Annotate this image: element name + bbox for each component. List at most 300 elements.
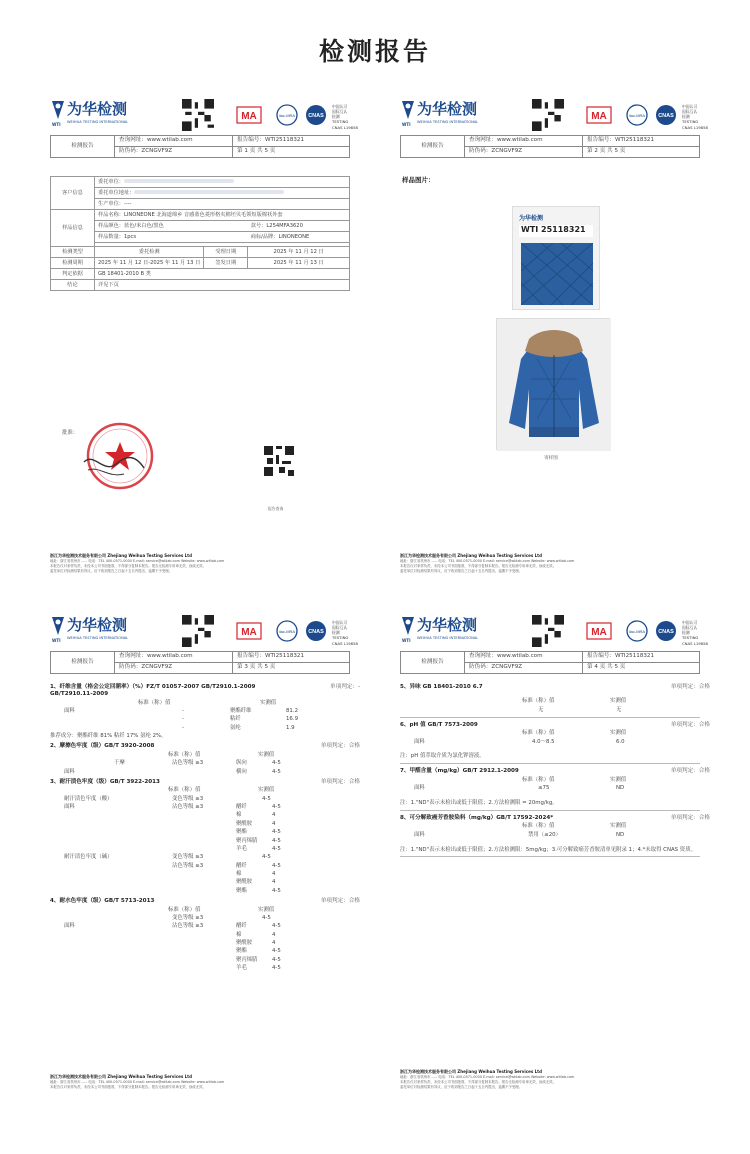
report-no-label: 报告编号：: [587, 137, 615, 144]
cma-mark-icon: [586, 104, 612, 126]
footer-company: 浙江为华检测技术服务有限公司 Zhejiang Weihua Testing Services Ltd: [400, 1069, 542, 1075]
measured-value: 无: [616, 706, 622, 713]
cma-mark-icon: [236, 104, 262, 126]
header-info-table: [400, 135, 700, 158]
measured-value: 4-5: [262, 854, 271, 861]
report-footer: [400, 553, 710, 574]
report-query-qr-icon: [264, 446, 294, 476]
measured-value: ND: [616, 785, 625, 792]
measured-value: 4: [272, 812, 276, 819]
svg-text:MA: MA: [241, 627, 257, 638]
security-label: 防伪码：: [119, 664, 142, 671]
report-label: 检测报告: [51, 652, 115, 674]
report-no: WTI25118321: [614, 653, 655, 660]
model-cell: [248, 221, 350, 232]
result-row: [50, 838, 380, 846]
section-judge: 单项判定：合格: [320, 898, 360, 905]
result-row: [50, 879, 380, 887]
qr-code-icon: [182, 615, 214, 647]
report-footer: [400, 1069, 710, 1090]
measured-label: 实测值: [258, 787, 275, 794]
note-text: 推荐成分：聚酯纤维 81% 粘纤 17% 氨纶 2%。: [50, 733, 167, 740]
cnas-text: [332, 620, 358, 646]
lab-logo-icon: [400, 99, 416, 121]
lab-name-en: WEIHUA TESTING INTERNATIONAL: [67, 636, 129, 640]
security-label: 防伪码：: [469, 664, 492, 671]
report-footer: [50, 553, 360, 574]
footer-line: 委托单位对检测结果有异议，应于收到报告之日起十五日内提出，逾期不予受理。: [50, 569, 173, 574]
report-label: 检测报告: [401, 652, 465, 674]
cnas-mark-icon: [302, 620, 330, 642]
lab-logo: [50, 99, 162, 129]
std-value: 变色等级 ≥3: [172, 795, 204, 802]
footer-line: 本报告仅对来样负责，未经本公司书面批准，不得部分复制本报告。报告无检测专用章无效，涂改无效。: [50, 564, 206, 569]
std-value: 无: [538, 706, 544, 713]
security-code: ZCNGVF9Z: [491, 664, 523, 671]
measured-value: 4-5: [272, 845, 281, 852]
report-info-table: [50, 176, 350, 291]
report-no: WTI25118321: [264, 653, 305, 660]
measured-value: 4-5: [272, 965, 281, 972]
client-group-label: 客户信息: [51, 177, 95, 210]
client-label: 委托单位：: [98, 178, 124, 185]
sample-images-label: 样品图片：: [402, 176, 435, 184]
measured-value: 4-5: [272, 923, 281, 930]
footer-company: 浙江为华检测技术服务有限公司 Zhejiang Weihua Testing Services Ltd: [50, 553, 192, 559]
test-results: [400, 682, 730, 857]
std-value: -: [182, 707, 184, 714]
footer-line: 地址：浙江省杭州市…… 电话：TEL 400-0571-0000 E-mail: service@wtilab.com Website: www.wtilab.com: [50, 559, 225, 564]
ph-note: [400, 753, 730, 761]
result-row: [400, 707, 730, 715]
result-row: [50, 923, 380, 931]
lab-name-cn: 为华检测: [417, 616, 478, 634]
security-code: ZCNGVF9Z: [141, 148, 173, 155]
svg-text:ilac-MRA: ilac-MRA: [628, 113, 646, 118]
fabric-swatch-icon: [521, 243, 593, 305]
model-label: 款号：: [250, 222, 267, 229]
client-row: [95, 188, 350, 199]
report-no-label: 报告编号：: [587, 653, 615, 660]
measured-value: 4-5: [272, 768, 281, 775]
sample-name: LINONEONE 北海道绵乡 音感蓝色菱形格夹棉坯贝毛领短版棉袄外套: [123, 211, 283, 218]
cnas-text: [332, 104, 358, 130]
lab-name-cn: 为华检测: [417, 100, 478, 118]
lab-name-cn: 为华检测: [67, 100, 128, 118]
std-value: 沾色等级 ≥3: [172, 760, 204, 767]
result-row: [400, 739, 730, 747]
std-value: 变色等级 ≥3: [172, 854, 204, 861]
report-footer: [50, 1074, 360, 1090]
cnas-mark-icon: [652, 104, 680, 126]
fiber-name: 粘纤: [230, 716, 241, 723]
result-row: [50, 821, 380, 829]
brand-label: 商标/品牌：: [250, 233, 279, 240]
svg-text:ilac-MRA: ilac-MRA: [278, 113, 296, 118]
report-no-label: 报告编号：: [237, 137, 265, 144]
client-label: 委托单位地址：: [98, 189, 135, 196]
fiber-name: 氨纶: [230, 724, 241, 731]
fiber-note: [50, 733, 380, 741]
qty-value: 1pcs: [123, 233, 137, 240]
query-link[interactable]: www.wtilab.com: [146, 653, 193, 660]
qr-code-icon: [532, 99, 564, 131]
query-label: 查询网址：: [119, 137, 147, 144]
section-judge: 单项判定：-: [330, 684, 360, 690]
footer-company: 浙江为华检测技术服务有限公司 Zhejiang Weihua Testing Services Ltd: [50, 1074, 192, 1080]
approval-label: 批准：: [62, 430, 79, 436]
cnas-line: TESTING: [332, 635, 349, 641]
cnas-line: CNAS L19858: [332, 124, 358, 130]
note-text: 注：pH 值萃取介质为氯化钾溶液。: [400, 753, 485, 760]
report-label: 检测报告: [401, 136, 465, 158]
footer-line: 地址：浙江省杭州市…… 电话：TEL 400-0571-0000 E-mail: service@wtilab.com Website: www.wtilab.com: [400, 1075, 575, 1080]
divider: [400, 810, 700, 811]
client-value: ----: [123, 200, 132, 207]
section-ph: [400, 720, 730, 730]
result-row: [50, 863, 380, 871]
measured-value: 4-5: [262, 914, 271, 921]
cnas-line: 检测: [682, 114, 690, 120]
measured-value: 4: [272, 940, 276, 947]
qr-code-icon: [532, 615, 564, 647]
result-row: [50, 829, 380, 837]
measured-value: 6.0: [616, 738, 625, 745]
cnas-line: 国际互认: [682, 625, 698, 631]
measured-value: 1.9: [286, 724, 295, 731]
section-title: 7、甲醛含量（mg/kg）GB/T 2912.1-2009: [400, 768, 519, 775]
item-name: 纵向: [236, 760, 247, 767]
lab-name-en: WEIHUA TESTING INTERNATIONAL: [67, 120, 129, 124]
result-header: [50, 700, 380, 708]
security-code: ZCNGVF9Z: [491, 148, 523, 155]
lab-abbr: WTI: [402, 638, 411, 643]
measured-value: 81.2: [286, 707, 299, 714]
svg-text:MA: MA: [241, 111, 257, 122]
security-label: 防伪码：: [469, 148, 492, 155]
std-value: 变色等级 ≥3: [172, 914, 204, 921]
section-water: [50, 896, 380, 906]
svg-text:ilac-MRA: ilac-MRA: [628, 629, 646, 634]
period: 2025 年 11 月 12 日-2025 年 11 月 13 日: [95, 258, 204, 269]
security-cell: [465, 147, 583, 158]
brand-value: LINONEONE: [278, 233, 310, 240]
footer-line: 本报告仅对来样负责，未经本公司书面批准，不得部分复制本报告。报告无检测专用章无效，涂改无效。: [50, 1085, 206, 1090]
jacket-image-icon: [497, 319, 611, 451]
result-row: [50, 796, 380, 804]
cma-mark-icon: [586, 620, 612, 642]
result-row: [50, 965, 380, 973]
page-number: 第 1 页 共 5 页: [233, 147, 350, 158]
report-header: [50, 612, 380, 648]
lab-logo: [50, 615, 162, 645]
divider: [400, 717, 700, 718]
std-label: 标准（称）值: [138, 699, 171, 706]
measured-value: 4: [272, 871, 276, 878]
test-type-label: 检测类型: [51, 247, 95, 258]
measured-value: 4-5: [272, 956, 281, 963]
cnas-line: 中国认可: [332, 104, 348, 109]
note-text: 注：1."ND"表示未检出或低于限值；2.方法检测限 = 20mg/kg。: [400, 799, 558, 806]
section-judge: 单项判定：合格: [320, 778, 360, 785]
measured-value: 4-5: [272, 862, 281, 869]
official-seal-icon: [78, 416, 158, 496]
std-value: 沾色等级 ≥3: [172, 862, 204, 869]
report-page-4: [400, 612, 730, 1092]
lab-logo-icon: [50, 99, 66, 121]
svg-text:MA: MA: [591, 627, 607, 638]
result-row: [50, 888, 380, 896]
cnas-line: TESTING: [332, 119, 349, 125]
item-name: 棉: [236, 931, 242, 938]
security-cell: [465, 663, 583, 674]
security-cell: [115, 663, 233, 674]
cnas-mark-icon: [302, 104, 330, 126]
cnas-line: 检测: [332, 630, 340, 636]
section-title: 6、pH 值 GB/T 7573-2009: [400, 722, 478, 729]
sample-label-photo: [512, 206, 600, 310]
period-label: 检测周期: [51, 258, 95, 269]
cnas-line: 中国认可: [682, 620, 698, 625]
query-label: 查询网址：: [119, 653, 147, 660]
section-title: 4、耐水色牢度（级）GB/T 5713-2013: [50, 898, 155, 905]
report-header: [400, 96, 730, 132]
query-link[interactable]: www.wtilab.com: [496, 653, 543, 660]
test-type: 委托检测: [95, 247, 204, 258]
security-code: ZCNGVF9Z: [141, 664, 173, 671]
measured-label: 实测值: [258, 751, 275, 758]
measured-value: 4-5: [272, 887, 281, 894]
section-judge: 单项判定：合格: [670, 684, 710, 690]
measured-value: 4: [272, 931, 276, 938]
query-link[interactable]: www.wtilab.com: [146, 137, 193, 144]
security-cell: [115, 147, 233, 158]
client-row: [95, 177, 350, 188]
item-name: 聚酯: [236, 829, 247, 836]
lab-logo: [400, 99, 512, 129]
lab-abbr: WTI: [52, 122, 61, 127]
lab-logo-icon: [400, 615, 416, 637]
ilac-mark-icon: [274, 104, 300, 126]
cnas-line: CNAS L19858: [682, 640, 708, 646]
result-row: [50, 854, 380, 862]
footer-line: 委托单位对检测结果有异议，应于收到报告之日起十五日内提出，逾期不予受理。: [400, 1085, 523, 1090]
footer-company: 浙江为华检测技术服务有限公司 Zhejiang Weihua Testing Services Ltd: [400, 553, 542, 559]
result-row: [50, 940, 380, 948]
std-value: 4.0～8.5: [532, 738, 555, 745]
std-label: 标准（称）值: [522, 776, 555, 783]
section-title: 3、耐汗渍色牢度（级）GB/T 3922-2013: [50, 778, 160, 785]
measured-value: 4-5: [272, 829, 281, 836]
cnas-line: 中国认可: [682, 104, 698, 109]
std-value: ≤75: [538, 785, 550, 792]
header-info-table: [50, 651, 350, 674]
cma-mark-icon: [236, 620, 262, 642]
std-label: 标准（称）值: [168, 751, 201, 758]
std-value: 沾色等级 ≥3: [172, 803, 204, 810]
measured-value: 4: [272, 879, 276, 886]
sample-name-label: 样品名称：: [98, 211, 124, 218]
ilac-mark-icon: [274, 620, 300, 642]
section-rubbing: [50, 741, 380, 751]
sample-name-row: [95, 210, 350, 221]
report-header: [50, 96, 380, 132]
tag-number: WTI 25118321: [519, 225, 593, 237]
header-info-table: [400, 651, 700, 674]
result-row: [50, 915, 380, 923]
cnas-line: TESTING: [682, 635, 699, 641]
divider: [400, 763, 700, 764]
header-info-table: [50, 135, 350, 158]
security-label: 防伪码：: [119, 148, 142, 155]
cnas-line: CNAS L19858: [682, 124, 708, 130]
model-value: L254MFA3620: [266, 222, 303, 229]
measured-value: 4-5: [272, 803, 281, 810]
cnas-line: 检测: [682, 630, 690, 636]
brand-cell: [248, 232, 350, 243]
report-header: [400, 612, 730, 648]
std-label: 标准（称）值: [522, 823, 555, 830]
item-name: 聚酰胺: [236, 940, 253, 947]
sample-color-label: 样品颜色：: [98, 222, 124, 229]
result-header: [400, 823, 730, 831]
query-cell: [115, 136, 233, 147]
result-header: [400, 730, 730, 738]
issue-date: 2025 年 11 月 13 日: [248, 258, 350, 269]
measured-label: 实测值: [610, 823, 627, 830]
item-name: 聚丙烯腈: [236, 956, 258, 963]
section-title: 2、摩擦色牢度（级）GB/T 3920-2008: [50, 743, 155, 750]
measured-label: 实测值: [260, 699, 277, 706]
sample-group-label: 样品信息: [51, 210, 95, 247]
lab-logo: [400, 615, 512, 645]
page-number: 第 2 页 共 5 页: [583, 147, 700, 158]
std-value: 沾色等级 ≥3: [172, 923, 204, 930]
measured-value: 4-5: [262, 795, 271, 802]
section-judge: 单项判定：合格: [670, 722, 710, 729]
cnas-line: 检测: [332, 114, 340, 120]
part-name: 面料: [414, 831, 425, 838]
result-row: [50, 804, 380, 812]
client-label: 生产单位：: [98, 200, 124, 207]
qr-caption: 报告查询: [268, 506, 284, 511]
redacted-value: [134, 190, 284, 194]
test-results: [50, 682, 380, 974]
section-formaldehyde: [400, 766, 730, 776]
footer-line: 地址：浙江省杭州市…… 电话：TEL 400-0571-0000 E-mail: service@wtilab.com Website: www.wtilab.com: [50, 1080, 225, 1085]
part-name: 面料: [64, 803, 75, 810]
part-name: 面料: [64, 923, 75, 930]
lab-name-en: WEIHUA TESTING INTERNATIONAL: [417, 636, 479, 640]
ilac-mark-icon: [624, 104, 650, 126]
result-row: [50, 932, 380, 940]
basis-label: 判定依据: [51, 269, 95, 280]
section-title: 8、可分解致癌芳香胺染料（mg/kg）GB/T 17592-2024*: [400, 814, 554, 821]
tag-brand: 为华检测: [519, 215, 544, 222]
item-name: 聚酯: [236, 887, 247, 894]
report-no: WTI25118321: [614, 137, 655, 144]
photo-caption: 寄样图: [544, 456, 558, 461]
measured-value: 4-5: [272, 760, 281, 767]
lab-logo-icon: [50, 615, 66, 637]
basis: GB 18401-2010 B 类: [95, 269, 350, 280]
std-value: -: [182, 724, 184, 731]
redacted-value: [124, 179, 234, 183]
cnas-mark-icon: [652, 620, 680, 642]
result-header: [400, 698, 730, 706]
jacket-photo: [496, 318, 610, 450]
report-no-cell: [583, 136, 700, 147]
result-row: [400, 832, 730, 840]
cnas-line: TESTING: [682, 119, 699, 125]
part-name: 面料: [414, 738, 425, 745]
cnas-text: [682, 104, 708, 130]
conclusion-label: 结论: [51, 280, 95, 291]
item-name: 羊毛: [236, 845, 247, 852]
result-row: [50, 948, 380, 956]
cnas-line: CNAS L19858: [332, 640, 358, 646]
section-fiber: [50, 682, 380, 700]
report-no-cell: [233, 652, 350, 663]
measured-label: 实测值: [258, 906, 275, 913]
footer-line: 地址：浙江省杭州市…… 电话：TEL 400-0571-0000 E-mail: service@wtilab.com Website: www.wtilab.com: [400, 559, 575, 564]
result-row: [50, 957, 380, 965]
measured-value: 4-5: [272, 837, 281, 844]
azo-note: 注：1."ND"表示未检出或低于限值；2.方法检测限：5mg/kg；3.可分解致癌芳香胺清单见附录 1；4.*未取得 CNAS 资质。: [400, 846, 696, 853]
section-judge: 单项判定：合格: [320, 743, 360, 750]
item-name: 醋纤: [236, 923, 247, 930]
section-judge: 单项判定：合格: [670, 814, 710, 821]
recv-label: 受理日期: [204, 247, 248, 258]
svg-text:ilac-MRA: ilac-MRA: [278, 629, 296, 634]
report-no: WTI25118321: [264, 137, 305, 144]
part-name: 面料: [64, 768, 75, 775]
svg-text:CNAS: CNAS: [658, 629, 674, 635]
query-label: 查询网址：: [469, 137, 497, 144]
cnas-line: 国际互认: [682, 109, 698, 115]
section-title: 5、异味 GB 18401-2010 6.7: [400, 684, 483, 690]
report-page-2: [400, 96, 730, 576]
footer-line: 本报告仅对来样负责，未经本公司书面批准，不得部分复制本报告。报告无检测专用章无效，涂改无效。: [400, 1080, 556, 1085]
lab-abbr: WTI: [52, 638, 61, 643]
result-row: [50, 760, 380, 768]
query-link[interactable]: www.wtilab.com: [496, 137, 543, 144]
section-judge: 单项判定：合格: [670, 768, 710, 775]
measured-label: 实测值: [610, 776, 627, 783]
section-perspiration: [50, 777, 380, 787]
std-value: -: [182, 716, 184, 723]
result-row: [50, 716, 380, 724]
measured-label: 实测值: [610, 730, 627, 737]
result-header: [50, 787, 380, 795]
page-number: 第 3 页 共 5 页: [233, 663, 350, 674]
sample-color: 蓝色/米白色/黑色: [123, 222, 164, 229]
page-title: 检测报告: [318, 37, 431, 66]
item-name: 醋纤: [236, 862, 247, 869]
svg-text:CNAS: CNAS: [308, 113, 324, 119]
std-label: 标准（称）值: [168, 787, 201, 794]
svg-text:CNAS: CNAS: [308, 629, 324, 635]
result-row: [50, 708, 380, 716]
item-name: 聚酯: [236, 948, 247, 955]
cnas-line: 国际互认: [332, 109, 348, 115]
footer-line: 委托单位对检测结果有异议，应于收到报告之日起十五日内提出，逾期不予受理。: [400, 569, 523, 574]
cnas-line: 中国认可: [332, 620, 348, 625]
result-header: [400, 777, 730, 785]
condition: 耐汗渍色牢度（酸）: [64, 795, 113, 802]
std-label: 标准（称）值: [168, 906, 201, 913]
section-odor: [400, 682, 730, 692]
